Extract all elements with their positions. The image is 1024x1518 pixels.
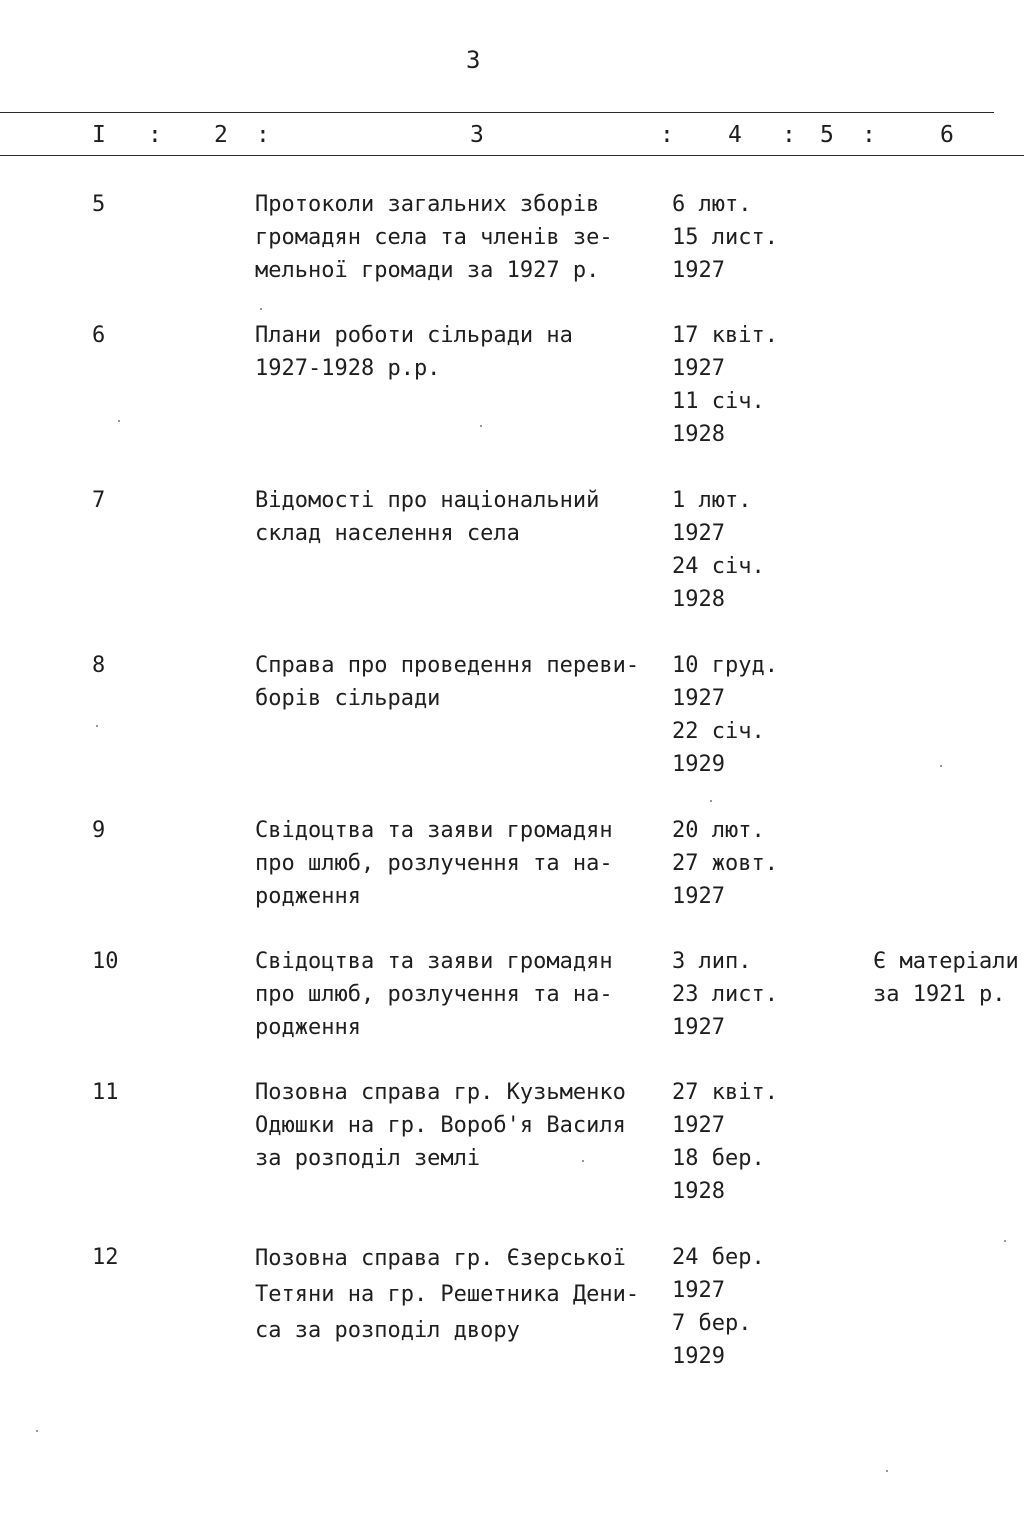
row-title: [255, 945, 655, 1044]
row-dates: [672, 1076, 862, 1208]
header-separator: :: [256, 122, 270, 148]
date-line: 1927: [672, 258, 725, 283]
date-line: 1928: [672, 587, 725, 612]
header-col-1: I: [92, 122, 106, 148]
title-line: Свідоцтва та заяви громадян: [255, 949, 613, 974]
title-line: мельної громади за 1927 р.: [255, 258, 600, 283]
row-title: [255, 1076, 655, 1175]
date-line: 1 лют.: [672, 488, 752, 513]
date-line: 24 бер.: [672, 1245, 765, 1270]
note-line: за 1921 р.: [873, 982, 1006, 1007]
date-line: 24 січ.: [672, 554, 765, 579]
title-line: борів сільради: [255, 686, 441, 711]
row-number: 8: [92, 653, 106, 678]
row-number: 5: [92, 192, 106, 217]
header-top-rule: [0, 112, 994, 113]
title-line: Відомості про національний: [255, 488, 600, 513]
title-line: громадян села та членів зе-: [255, 225, 613, 250]
row-number: 11: [92, 1080, 119, 1105]
row-dates: [672, 188, 862, 287]
date-line: 17 квіт.: [672, 323, 778, 348]
scan-speck: [36, 1430, 38, 1432]
header-col-6: 6: [940, 122, 954, 148]
title-line: Тетяни на гр. Решетника Дени-: [255, 1282, 640, 1307]
row-title: [255, 319, 655, 385]
date-line: 27 квіт.: [672, 1080, 778, 1105]
header-col-4: 4: [728, 122, 742, 148]
note-line: Є матеріали: [873, 949, 1019, 974]
row-number: 12: [92, 1245, 119, 1270]
row-title: [255, 484, 655, 550]
date-line: 1927: [672, 521, 725, 546]
title-line: са за розподіл двору: [255, 1318, 520, 1343]
scan-speck: [886, 1470, 888, 1472]
date-line: 20 лют.: [672, 818, 765, 843]
date-line: 6 лют.: [672, 192, 752, 217]
scan-speck: [710, 800, 712, 802]
title-line: Свідоцтва та заяви громадян: [255, 818, 613, 843]
date-line: 3 лип.: [672, 949, 752, 974]
scan-speck: [96, 725, 98, 727]
row-title: [255, 188, 655, 287]
title-line: Позовна справа гр. Кузьменко: [255, 1080, 626, 1105]
title-line: склад населення села: [255, 521, 520, 546]
date-line: 1927: [672, 686, 725, 711]
date-line: 15 лист.: [672, 225, 778, 250]
row-dates: [672, 484, 862, 616]
title-line: родження: [255, 884, 361, 909]
header-separator: :: [148, 122, 162, 148]
date-line: 22 січ.: [672, 719, 765, 744]
header-separator: :: [782, 122, 796, 148]
date-line: 18 бер.: [672, 1146, 765, 1171]
row-dates: [672, 814, 862, 913]
page-number: 3: [466, 46, 481, 74]
row-dates: [672, 945, 862, 1044]
title-line: Плани роботи сільради на: [255, 323, 573, 348]
date-line: 23 лист.: [672, 982, 778, 1007]
row-title: [255, 649, 655, 715]
title-line: про шлюб, розлучення та на-: [255, 851, 613, 876]
date-line: 7 бер.: [672, 1311, 752, 1336]
header-col-5: 5: [820, 122, 834, 148]
row-number: 6: [92, 323, 106, 348]
row-note: [873, 945, 1023, 1011]
scan-speck: [260, 308, 262, 310]
header-bottom-rule: [0, 155, 1024, 156]
date-line: 1927: [672, 1113, 725, 1138]
title-line: 1927-1928 р.р.: [255, 356, 441, 381]
date-line: 1927: [672, 356, 725, 381]
title-line: Протоколи загальних зборів: [255, 192, 600, 217]
header-separator: :: [660, 122, 674, 148]
date-line: 1929: [672, 752, 725, 777]
date-line: 1929: [672, 1344, 725, 1369]
row-dates: [672, 1241, 862, 1373]
scan-speck: [480, 425, 482, 427]
row-number: 9: [92, 818, 106, 843]
row-dates: [672, 319, 862, 451]
date-line: 1928: [672, 1179, 725, 1204]
row-number: 7: [92, 488, 106, 513]
header-col-3: 3: [470, 122, 484, 148]
title-line: родження: [255, 1015, 361, 1040]
date-line: 27 жовт.: [672, 851, 778, 876]
date-line: 1927: [672, 1278, 725, 1303]
title-line: за розподіл землі: [255, 1146, 481, 1171]
title-line: про шлюб, розлучення та на-: [255, 982, 613, 1007]
row-title: [255, 1241, 655, 1349]
title-line: Одюшки на гр. Вороб'я Василя: [255, 1113, 626, 1138]
scan-speck: [582, 1160, 584, 1162]
date-line: 1927: [672, 1015, 725, 1040]
scan-speck: [118, 420, 120, 422]
date-line: 1927: [672, 884, 725, 909]
scan-speck: [1004, 1240, 1006, 1242]
row-number: 10: [92, 949, 119, 974]
header-separator: :: [862, 122, 876, 148]
title-line: Справа про проведення переви-: [255, 653, 640, 678]
scan-speck: [940, 765, 942, 767]
title-line: Позовна справа гр. Єзерської: [255, 1246, 626, 1271]
date-line: 1928: [672, 422, 725, 447]
row-dates: [672, 649, 862, 781]
header-col-2: 2: [214, 122, 228, 148]
row-title: [255, 814, 655, 913]
date-line: 10 груд.: [672, 653, 778, 678]
date-line: 11 січ.: [672, 389, 765, 414]
